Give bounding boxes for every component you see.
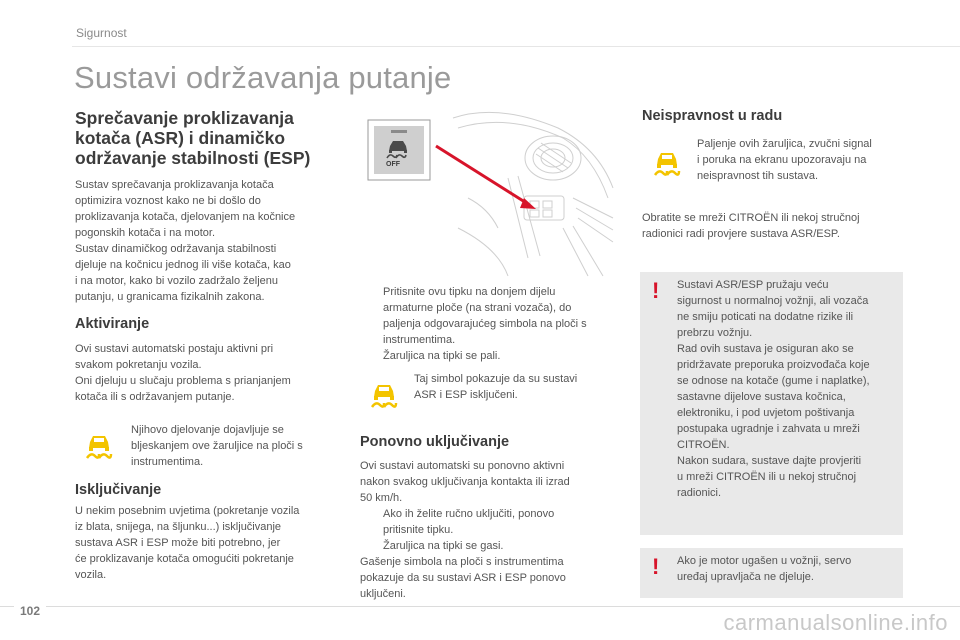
text-line: Gašenje simbola na ploči s instrumentima [360, 556, 564, 568]
text-line: iz blata, snijega, na šljunku...) isključivanje [75, 521, 282, 533]
extinguish-paragraph [360, 554, 622, 602]
text-line: radionici radi provjere sustava ASR/ESP. [642, 228, 840, 240]
text-line: nakon svakog uključivanja kontakta ili izrad [360, 476, 570, 488]
text-line: pogonskih kotača i na motor. [75, 227, 216, 239]
text-line: djeluje na kočnicu jednog ili više kotača, kao [75, 259, 291, 271]
text-line: u mreži CITROËN ili u nekoj stručnoj [677, 471, 857, 483]
text-line: U nekim posebnim uvjetima (pokretanje vozila [75, 505, 300, 517]
activation-paragraph [75, 341, 343, 405]
text-line: kotača ili s održavanjem putanje. [75, 391, 235, 403]
text-line: uređaj upravljača ne djeluje. [677, 571, 814, 583]
text-line: pridržavate preporuka proizvođača koje [677, 359, 870, 371]
text-line: neispravnost tih sustava. [697, 170, 819, 182]
text-line: prebrzu vožnju. [677, 327, 753, 339]
text-line: Žaruljica na tipki se gasi. [383, 540, 504, 552]
symbol-text [414, 371, 619, 403]
fault-heading: Neispravnost u radu [642, 108, 783, 124]
warning-safety-text [677, 277, 899, 501]
text-line: instrumentima. [131, 456, 204, 468]
page-number: 102 [14, 604, 46, 618]
text-line: radionici. [677, 487, 722, 499]
text-line: pritisnite tipku. [383, 524, 454, 536]
text-line: putanju, u granicama fizikalnih zakona. [75, 291, 265, 303]
text-line: postupaka ugradnje i zahvata u mreži [677, 423, 860, 435]
exclamation-icon: ! [652, 278, 660, 303]
text-line: Ovi sustavi automatski su ponovno aktivni [360, 460, 565, 472]
activation-icon-text [131, 422, 341, 470]
text-line: vozila. [75, 569, 107, 581]
text-line: armaturne ploče (na strani vozača), do [383, 302, 572, 314]
text-line: ASR i ESP isključeni. [414, 389, 518, 401]
header-rule [72, 46, 960, 47]
warning-steering-text [677, 553, 899, 585]
text-line: elektroniku, i pod uvjetom poštivanja [677, 407, 855, 419]
reactivation-paragraph [360, 458, 622, 506]
text-line: Žaruljica na tipki se pali. [383, 350, 501, 362]
text-line: instrumentima. [383, 334, 456, 346]
text-line: Pritisnite ovu tipku na donjem dijelu [383, 286, 556, 298]
text-line: pokazuje da su sustavi ASR i ESP ponovo [360, 572, 566, 584]
text-line: Ovi sustavi automatski postaju aktivni pri [75, 343, 274, 355]
warning-box-safety [640, 272, 903, 535]
text-line: svakom pokretanju vozila. [75, 359, 202, 371]
exclamation-icon: ! [652, 554, 660, 579]
text-line: sustava ASR i ESP može biti potrebno, jer [75, 537, 281, 549]
watermark-text: carmanualsonline.info [723, 610, 948, 635]
text-line: paljenja odgovarajućeg simbola na ploči s [383, 318, 587, 330]
activation-heading: Aktiviranje [75, 316, 150, 332]
text-line: sigurnost u normalnoj vožnji, ali vozača [677, 295, 869, 307]
text-line: ne smiju poticati na dodatne rizike ili [677, 311, 854, 323]
footer-rule [0, 606, 960, 607]
text-line: bljeskanjem ove žaruljice na ploči s [131, 440, 303, 452]
text-line: će proklizavanje kotača omogućiti pokretanje [75, 553, 294, 565]
text-line: Obratite se mreži CITROËN ili nekoj stručnoj [642, 212, 860, 224]
manual-instruction [360, 506, 622, 554]
text-line: uključeni. [360, 588, 406, 600]
press-instruction [360, 284, 622, 364]
deactivation-heading: Isključivanje [75, 482, 162, 498]
text-line: Sustavi ASR/ESP pružaju veću [677, 279, 829, 291]
dashboard-illustration [358, 108, 618, 278]
press-text [383, 284, 622, 364]
text-line: sastavne dijelove sustava kočnica, [677, 391, 846, 403]
deactivation-paragraph [75, 503, 343, 583]
text-line: Sustav dinamičkog održavanja stabilnosti [75, 243, 277, 255]
page-title: Sustavi održavanja putanje [74, 60, 452, 95]
off-button-label: OFF [386, 161, 400, 168]
text-line: Rad ovih sustava je osiguran ako se [677, 343, 854, 355]
text-line: se odnose na kotače (gume i naplatke), [677, 375, 870, 387]
text-line: Njihovo djelovanje dojavljuje se [131, 424, 284, 436]
text-line: Ako je motor ugašen u vožnji, servo [677, 555, 852, 567]
text-line: proklizavanja kotača, djelovanjem na kočnice [75, 211, 296, 223]
fault-icon-text [697, 136, 902, 184]
warning-box-steering [640, 548, 903, 598]
esp-off-icon [367, 377, 401, 411]
text-line: Nakon sudara, sustave dajte provjeriti [677, 455, 862, 467]
text-line: Paljenje ovih žaruljica, zvučni signal [697, 138, 872, 150]
text-line: Oni djeluju u slučaju problema s prianjanjem [75, 375, 291, 387]
contact-paragraph [642, 210, 904, 242]
esp-warning-icon [82, 428, 116, 462]
text-line: optimizira voznost kako ne bi došlo do [75, 195, 261, 207]
text-line: i poruka na ekranu upozoravaju na [697, 154, 867, 166]
reactivation-heading: Ponovno uključivanje [360, 434, 510, 450]
fault-warning-icon [650, 145, 684, 179]
text-line: CITROËN. [677, 439, 730, 451]
text-line: Sustav sprečavanja proklizavanja kotača [75, 179, 274, 191]
main-heading: Sprečavanje proklizavanja kotača (ASR) i dinamičko održavanje stabilnosti (ESP) [75, 108, 311, 168]
text-line: 50 km/h. [360, 492, 403, 504]
text-line: i na motor, kako bi vozilo zadržalo željenu [75, 275, 278, 287]
text-line: Ako ih želite ručno uključiti, ponovo [383, 508, 555, 520]
manual-text [383, 506, 622, 554]
section-label: Sigurnost [76, 26, 127, 40]
text-line: Taj simbol pokazuje da su sustavi [414, 373, 578, 385]
intro-paragraph [75, 177, 343, 305]
